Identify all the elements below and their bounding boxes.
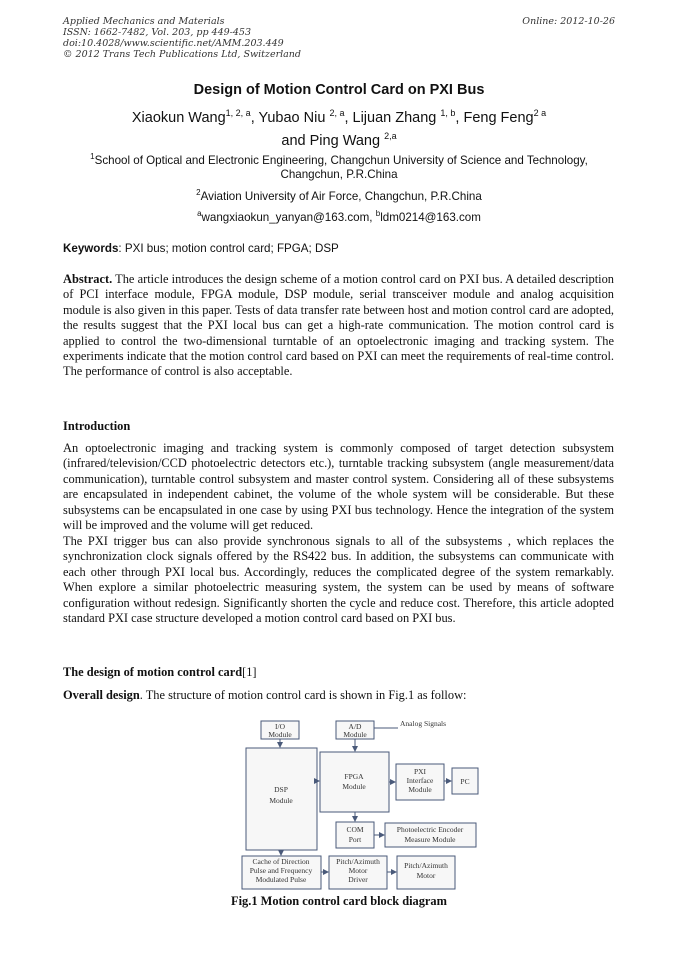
email-a[interactable]: wangxiaokun_yanyan@163.com, — [201, 210, 376, 224]
introduction-paragraph-2: The PXI trigger bus can also provide synchronous signals to all of the subsystems , which replaces the synchronization clock signals offered by the RS422 bus. In addition, the subsystems can communicate with each other through PXI local bus. Accordingly, reduces the complicated degree of the system remarkably. When explore a similar photoelectric measuring system, the system can be used by means of software configuration without redesign. Significantly shorten the cycle and reduce cost. Therefore, this article adopted standard PXI case structure developed a motion control card based on PXI bus. — [63, 534, 614, 626]
author-list: Xiaokun Wang$^{1, 2, a}$, Yubao Niu $^{2, a}$, Lijuan Zhang $^{1, b}$, Feng Feng$^{2 a}$ and Ping Wang $^{2,a}$ — [131, 108, 547, 149]
ad-module-label: A/D Module — [343, 722, 367, 739]
author-name: Yubao Niu — [258, 109, 326, 126]
author-name: Xiaokun Wang — [131, 109, 226, 126]
introduction-heading: Introduction — [63, 419, 131, 433]
author-sup: 1, 2, a — [225, 108, 251, 118]
online-date: Online: 2012-10-26 — [522, 16, 615, 27]
email-b[interactable]: ldm0214@163.com — [380, 210, 481, 224]
author-sup: 2,a — [384, 130, 397, 141]
issn: ISSN: 1662-7482, Vol. 203, pp 449-453 — [63, 27, 252, 38]
author-sup: 1, b — [440, 108, 456, 118]
analog-signals-label: Analog Signals — [400, 719, 447, 728]
pc-label: PC — [460, 777, 470, 786]
and-word: and — [281, 132, 306, 149]
copyright: © 2012 Trans Tech Publications Ltd, Switzerland — [63, 49, 302, 60]
affiliation-text: School of Optical and Electronic Engineering, Changchun University of Science and Technology, Changchun, P.R.China — [94, 153, 588, 182]
figure-caption: Fig.1 Motion control card block diagram — [231, 894, 447, 908]
keywords-text: : PXI bus; motion control card; FPGA; DSP — [118, 242, 339, 255]
overall-design-text: . The structure of motion control card is shown in Fig.1 as follow: — [139, 688, 467, 702]
com-port-label: COM Port — [346, 825, 364, 844]
dsp-module-label: DSP Module — [269, 785, 293, 805]
reference-link[interactable]: [1] — [242, 665, 257, 679]
introduction-paragraph-1: An optoelectronic imaging and tracking system is commonly composed of target detection subsystem (infrared/television/CCD photoelectric detectors etc.), turntable tracking subsystem (angle measurement/data communication), turntable control subsystem and master control system. Considering all of these subsystems are encapsulated in independent cabinet, the volume of the whole system will be considerable. But these subsystems can be encapsulated in one case by using PXI bus technology. Hence the integration of the system will be improved and the volume will get reduced. — [63, 441, 614, 533]
doi: doi:10.4028/www.scientific.net/AMM.203.449 — [63, 38, 284, 49]
motor-driver-label: Pitch/Azimuth Motor Driver — [336, 857, 380, 884]
io-module-label: I/O Module — [268, 722, 292, 739]
author-name: Ping Wang — [309, 132, 381, 149]
author-name: Feng Feng — [463, 109, 534, 126]
journal-name: Applied Mechanics and Materials — [63, 16, 225, 27]
cache-label: Cache of Direction Pulse and Frequency Modulated Pulse — [249, 857, 313, 884]
author-sup: 2, a — [329, 108, 345, 118]
overall-design-label: Overall design — [63, 688, 140, 702]
encoder-label: Photoelectric Encoder Measure Module — [396, 825, 464, 844]
abstract-text: The article introduces the design scheme of a motion control card on PXI bus. A detailed description of PCI interface module, FPGA module, DSP module, serial transceiver module and analog acquisition module is also given in this paper. Tests of data transfer rate between host and motion control card are adopted, the results suggest that the PXI local bus can get a high-rate communication. The motion control card is applied to control the two-dimensional turntable of an optoelectronic imaging and tracking system. The experiments indicate that the motion control card based on PXI can meet the requirements of real-time control. The performance of control is also acceptable. — [63, 272, 614, 379]
affiliation-sup: 2 — [196, 188, 201, 197]
paper-title: Design of Motion Control Card on PXI Bus — [193, 82, 485, 98]
affiliation-sup: 1 — [90, 152, 95, 161]
email-sup: b — [375, 209, 381, 218]
pxi-module-label: PXI Interface Module — [406, 767, 434, 794]
email-sup: a — [197, 209, 202, 218]
author-name: Lijuan Zhang — [352, 109, 437, 126]
affiliation-text: Aviation University of Air Force, Changchun, P.R.China — [200, 189, 482, 203]
abstract-label: Abstract. — [63, 272, 113, 286]
author-sup: 2 a — [533, 108, 547, 118]
design-heading-text: The design of motion control card — [63, 665, 243, 679]
fpga-module-label: FPGA Module — [342, 772, 366, 791]
keywords-label: Keywords — [63, 242, 119, 255]
motor-label: Pitch/Azimuth Motor — [404, 861, 448, 880]
